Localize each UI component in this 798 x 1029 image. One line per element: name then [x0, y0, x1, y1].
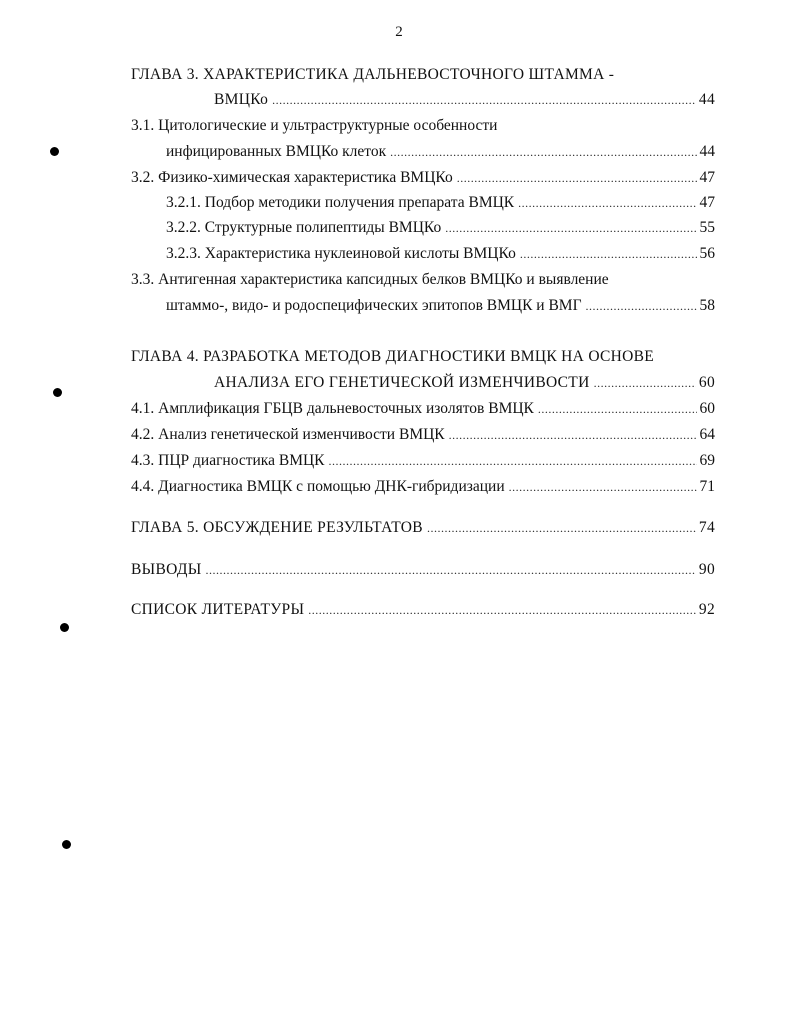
toc-s41-title: 4.1. Амплификация ГБЦВ дальневосточных изолятов ВМЦК — [131, 400, 534, 417]
toc-ch3-title-line1: ГЛАВА 3. ХАРАКТЕРИСТИКА ДАЛЬНЕВОСТОЧНОГО ШТАММА - — [131, 66, 615, 83]
dot-leader — [427, 518, 696, 538]
toc-ch4-page: 60 — [698, 374, 715, 391]
toc-entry-s41 — [131, 399, 715, 419]
toc-s33-page: 58 — [699, 297, 715, 314]
toc-entry-s33 — [166, 296, 715, 316]
toc-s32-page: 47 — [699, 169, 715, 186]
dot-leader — [272, 90, 696, 110]
toc-entry-s44 — [131, 477, 715, 497]
toc-entry-s42 — [131, 425, 715, 445]
toc-s31-page: 44 — [699, 143, 715, 160]
dot-leader — [449, 425, 697, 445]
dot-leader — [594, 373, 696, 393]
toc-ch3-title-line2: ВМЦКо — [214, 91, 269, 108]
toc-entry-s32 — [131, 168, 715, 188]
toc-s322-title: 3.2.2. Структурные полипептиды ВМЦКо — [166, 219, 442, 236]
toc-entry-s321 — [166, 193, 715, 213]
toc-conclusions-page: 90 — [698, 561, 715, 578]
dot-leader — [390, 142, 696, 162]
dot-leader — [329, 451, 697, 471]
page-number: 2 — [395, 24, 403, 40]
dot-leader — [538, 399, 697, 419]
toc-s43-title: 4.3. ПЦР диагностика ВМЦК — [131, 452, 325, 469]
toc-s41-page: 60 — [699, 400, 715, 417]
dot-leader — [206, 560, 696, 580]
toc-s43-page: 69 — [699, 452, 715, 469]
toc-references-title: СПИСОК ЛИТЕРАТУРЫ — [131, 601, 305, 618]
toc-references-page: 92 — [698, 601, 715, 618]
toc-s42-page: 64 — [699, 426, 715, 443]
toc-entry-references — [131, 600, 715, 620]
toc-s33-line1: 3.3. Антигенная характеристика капсидных белков ВМЦКо и выявление — [131, 271, 609, 288]
toc-entry-ch4 — [214, 373, 715, 393]
toc-s44-title: 4.4. Диагностика ВМЦК с помощью ДНК-гибридизации — [131, 478, 505, 495]
toc-s31-line1: 3.1. Цитологические и ультраструктурные особенности — [131, 117, 498, 134]
dot-leader — [520, 244, 697, 264]
toc-s321-page: 47 — [699, 194, 715, 211]
toc-s322-page: 55 — [699, 219, 715, 236]
dot-leader — [586, 296, 697, 316]
toc-conclusions-title: ВЫВОДЫ — [131, 561, 202, 578]
dot-leader — [457, 168, 697, 188]
toc-ch3-page: 44 — [698, 91, 715, 108]
toc-entry-s323 — [166, 244, 715, 264]
punch-hole-mark — [50, 147, 59, 156]
toc-s323-title: 3.2.3. Характеристика нуклеиновой кислоты ВМЦКо — [166, 245, 516, 262]
toc-s31-line2: инфицированных ВМЦКо клеток — [166, 143, 387, 160]
dot-leader — [518, 193, 696, 213]
toc-entry-s43 — [131, 451, 715, 471]
toc-entry-ch5 — [131, 518, 715, 538]
toc-entry-s31 — [166, 142, 715, 162]
punch-hole-mark — [62, 840, 71, 849]
punch-hole-mark — [60, 623, 69, 632]
toc-s323-page: 56 — [699, 245, 715, 262]
toc-entry-ch3 — [214, 90, 715, 110]
dot-leader — [445, 218, 696, 238]
toc-s321-title: 3.2.1. Подбор методики получения препарата ВМЦК — [166, 194, 515, 211]
toc-ch4-title-line2: АНАЛИЗА ЕГО ГЕНЕТИЧЕСКОЙ ИЗМЕНЧИВОСТИ — [214, 374, 590, 391]
dot-leader — [509, 477, 697, 497]
toc-entry-conclusions — [131, 560, 715, 580]
toc-ch5-page: 74 — [698, 519, 715, 536]
dot-leader — [308, 600, 696, 620]
toc-s42-title: 4.2. Анализ генетической изменчивости ВМЦК — [131, 426, 445, 443]
toc-s32-title: 3.2. Физико-химическая характеристика ВМЦКо — [131, 169, 453, 186]
toc-ch4-title-line1: ГЛАВА 4. РАЗРАБОТКА МЕТОДОВ ДИАГНОСТИКИ ВМЦК НА ОСНОВЕ — [131, 348, 655, 365]
toc-ch5-title: ГЛАВА 5. ОБСУЖДЕНИЕ РЕЗУЛЬТАТОВ — [131, 519, 423, 536]
toc-s33-line2: штаммо-, видо- и родоспецифических эпитопов ВМЦК и ВМГ — [166, 297, 582, 314]
punch-hole-mark — [53, 388, 62, 397]
toc-entry-s322 — [166, 218, 715, 238]
toc-s44-page: 71 — [699, 478, 715, 495]
